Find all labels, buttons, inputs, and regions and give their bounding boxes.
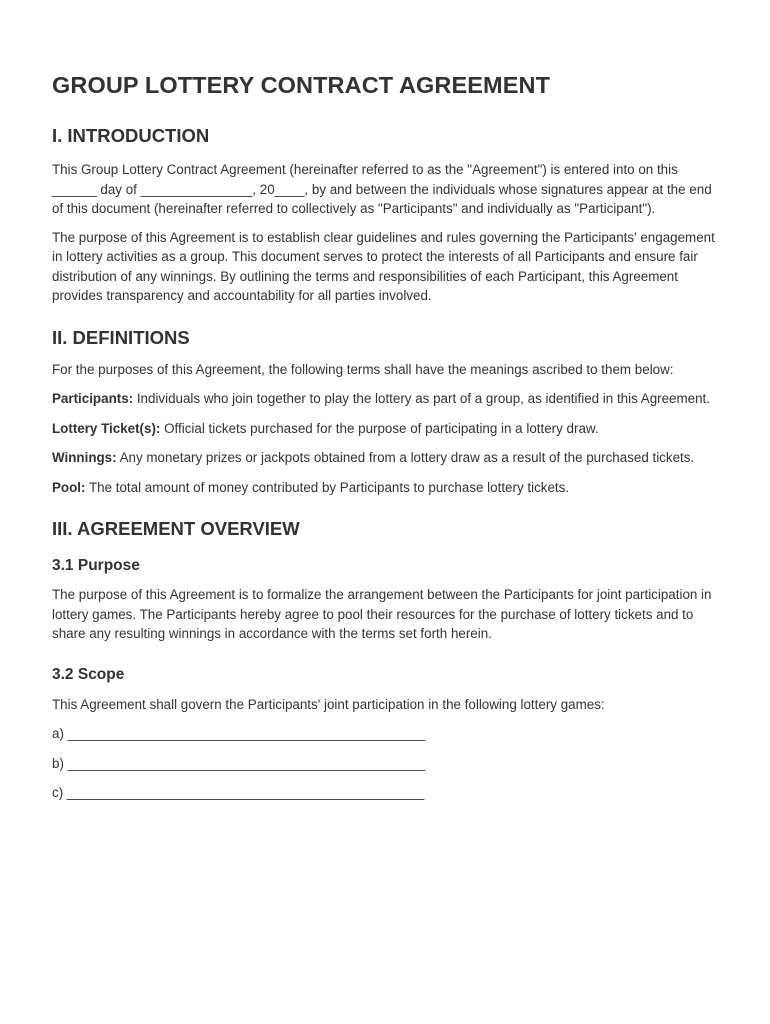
definition-lottery-tickets: [52, 419, 722, 439]
definition-text: Official tickets purchased for the purpose of participating in a lottery draw.: [160, 420, 599, 436]
subheading-scope: 3.2 Scope: [52, 665, 125, 683]
document-title: GROUP LOTTERY CONTRACT AGREEMENT: [52, 72, 551, 98]
purpose-paragraph: The purpose of this Agreement is to formalize the arrangement between the Participants for joint participation in lottery games. The Participants hereby agree to pool their resources for the purchase of lottery tickets and to share any resulting winnings in accordance with the terms set forth herein.: [52, 587, 712, 641]
definition-pool: [52, 478, 722, 498]
definition-participants: [52, 389, 722, 409]
subheading-purpose: 3.1 Purpose: [52, 557, 140, 574]
introduction-paragraph-2: The purpose of this Agreement is to establish clear guidelines and rules governing the Participants' engagement in lottery activities as a group. This document serves to protect the interests of all Participants and ensure fair distribution of any winnings. By outlining the terms and responsibilities of each Participant, this Agreement provides transparency and accountability for all parties involved.: [52, 229, 715, 303]
definition-text: Any monetary prizes or jackpots obtained from a lottery draw as a result of the purchased tickets.: [116, 450, 695, 465]
introduction-paragraph-1: This Group Lottery Contract Agreement (hereinafter referred to as the "Agreement") is entered into on this ______ day of _______________, 20____, by and between the individuals whose signatures appear at the end of this document (hereinafter referred to collectively as "Participants" and individually as "Participant").: [52, 162, 712, 216]
lottery-game-line-c: c) ________________________________________________: [52, 785, 425, 800]
section-heading-agreement-overview: III. AGREEMENT OVERVIEW: [52, 518, 300, 539]
scope-paragraph: This Agreement shall govern the Participants' joint participation in the following lottery games:: [52, 696, 605, 712]
section-heading-definitions: II. DEFINITIONS: [52, 326, 190, 348]
definition-term: Pool:: [52, 479, 86, 495]
lottery-game-line-a: a) ________________________________________________: [52, 726, 426, 741]
definition-term: Participants:: [52, 391, 134, 406]
definition-text: Individuals who join together to play the lottery as part of a group, as identified in this Agreement.: [133, 391, 710, 406]
section-heading-introduction: I. INTRODUCTION: [52, 125, 210, 146]
definition-winnings: [52, 448, 722, 468]
definition-term: Winnings:: [52, 450, 117, 465]
document-page: [52, 68, 722, 803]
definition-term: Lottery Ticket(s):: [52, 420, 161, 436]
lottery-game-line-b: b) ________________________________________________: [52, 755, 426, 771]
definitions-lead-paragraph: For the purposes of this Agreement, the following terms shall have the meanings ascribed to them below:: [52, 361, 674, 377]
definition-text: The total amount of money contributed by Participants to purchase lottery tickets.: [85, 479, 570, 495]
